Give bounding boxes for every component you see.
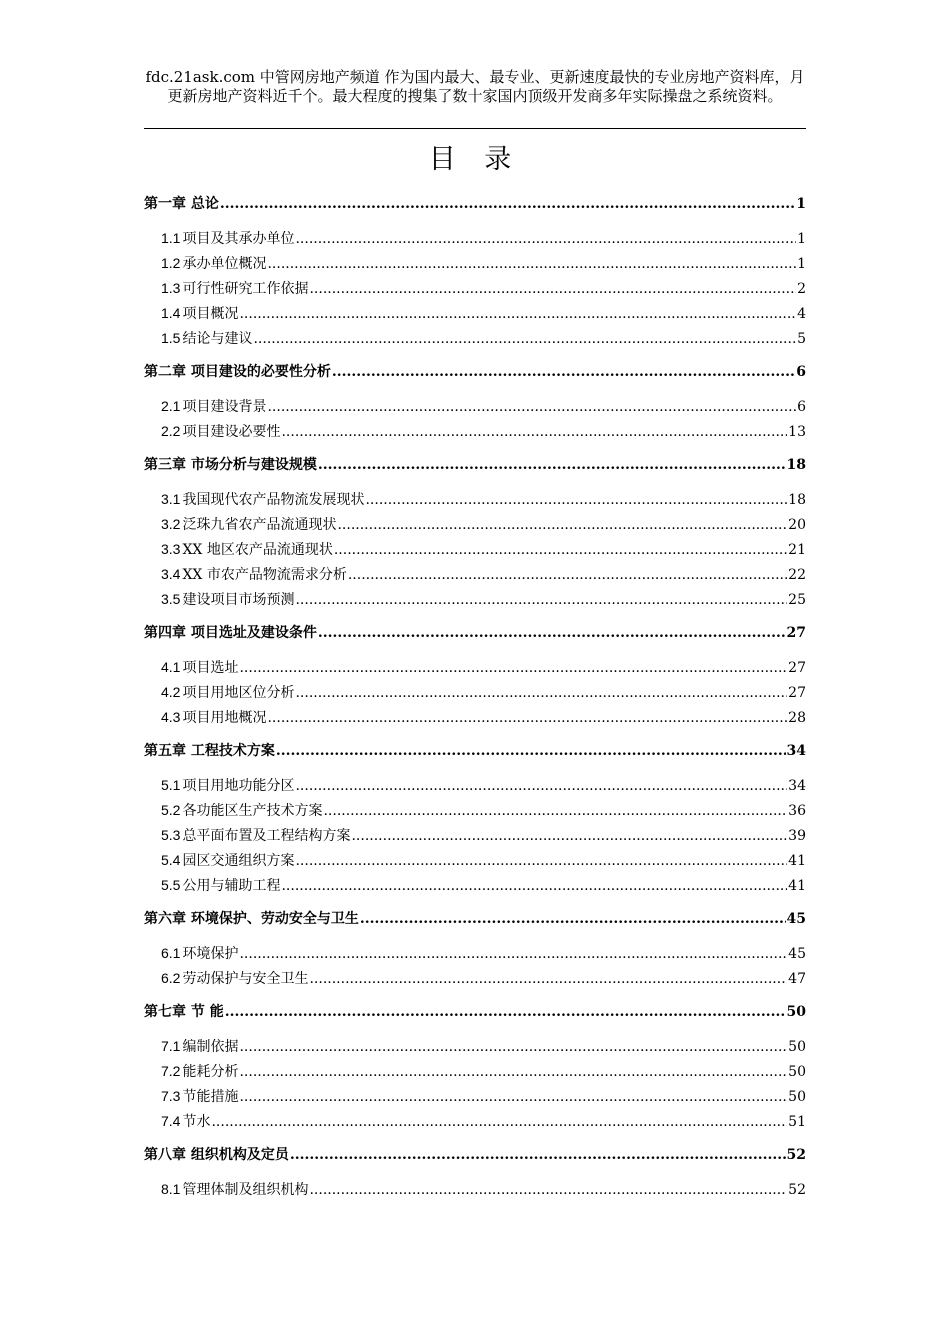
toc-section-entry[interactable] xyxy=(144,394,806,419)
toc-section-title: 泛珠九省农产品流通现状 xyxy=(182,517,337,533)
toc-page-number: 50 xyxy=(788,1089,806,1105)
toc-leader-dots xyxy=(351,824,787,849)
toc-section-number: 5.1 xyxy=(161,777,181,793)
toc-page-number: 34 xyxy=(786,743,806,759)
toc-page-number: 45 xyxy=(788,946,806,962)
toc-section-title: 项目建设背景 xyxy=(182,399,267,415)
header-text: fdc.21ask.com 中管网房地产频道 作为国内最大、最专业、更新速度最快的专业房地产资料库，月更新房地产资料近千个。最大程度的搜集了数十家国内顶级开发商多年实际操盘之系统资料。 xyxy=(145,68,805,105)
toc-page-number: 36 xyxy=(788,803,806,819)
toc-leader-dots xyxy=(267,252,796,277)
toc-section-title: 编制依据 xyxy=(182,1039,239,1055)
toc-section-number: 3.5 xyxy=(161,591,181,607)
toc-leader-dots xyxy=(348,563,787,588)
toc-chapter-entry[interactable] xyxy=(144,360,806,385)
toc-leader-dots xyxy=(276,739,786,764)
toc-section-title: 承办单位概况 xyxy=(182,256,267,272)
toc-page-number: 51 xyxy=(788,1114,806,1130)
table-of-contents xyxy=(144,190,806,1202)
toc-section-list xyxy=(144,655,806,730)
toc-section-title: XX 市农产品物流需求分析 xyxy=(182,567,347,583)
toc-chapter-title: 第三章 市场分析与建设规模 xyxy=(144,457,317,473)
toc-chapter-entry[interactable] xyxy=(144,907,806,932)
toc-section-entry[interactable] xyxy=(144,848,806,873)
toc-leader-dots xyxy=(281,420,787,445)
toc-page-number: 41 xyxy=(788,878,806,894)
toc-chapter-entry[interactable] xyxy=(144,739,806,764)
toc-leader-dots xyxy=(239,1060,787,1085)
toc-page-number: 1 xyxy=(797,256,806,272)
toc-section-number: 7.1 xyxy=(161,1038,181,1054)
toc-leader-dots xyxy=(323,799,787,824)
toc-section-number: 1.1 xyxy=(161,230,181,246)
toc-section-number: 3.2 xyxy=(161,516,181,532)
toc-section-entry[interactable] xyxy=(144,798,806,823)
toc-section-title: 项目用地概况 xyxy=(182,710,267,726)
toc-chapter-entry[interactable] xyxy=(144,453,806,478)
toc-section-number: 1.2 xyxy=(161,255,181,271)
toc-section-title: 我国现代农产品物流发展现状 xyxy=(182,492,365,508)
toc-section-list xyxy=(144,1034,806,1134)
toc-leader-dots xyxy=(220,192,795,217)
toc-page-number: 39 xyxy=(788,828,806,844)
toc-leader-dots xyxy=(365,488,787,513)
toc-leader-dots xyxy=(295,849,787,874)
toc-leader-dots xyxy=(334,538,787,563)
toc-chapter-title: 第四章 项目选址及建设条件 xyxy=(144,625,317,641)
toc-section-title: 各功能区生产技术方案 xyxy=(182,803,323,819)
toc-section-number: 5.5 xyxy=(161,877,181,893)
toc-section-title: 环境保护 xyxy=(182,946,239,962)
toc-section-entry[interactable] xyxy=(144,1177,806,1202)
toc-section-number: 4.3 xyxy=(161,709,181,725)
toc-page-number: 4 xyxy=(797,306,806,322)
toc-section-entry[interactable] xyxy=(144,1059,806,1084)
toc-page-number: 45 xyxy=(786,911,806,927)
toc-page-number: 25 xyxy=(788,592,806,608)
toc-leader-dots xyxy=(295,774,787,799)
toc-section-title: 结论与建议 xyxy=(182,331,253,347)
toc-leader-dots xyxy=(281,874,787,899)
toc-leader-dots xyxy=(337,513,787,538)
toc-chapter-entry[interactable] xyxy=(144,1000,806,1025)
toc-page-number: 2 xyxy=(797,281,806,297)
page-header xyxy=(144,68,806,106)
toc-section-number: 2.1 xyxy=(161,398,181,414)
toc-section-entry[interactable] xyxy=(144,773,806,798)
toc-section-list xyxy=(144,1177,806,1202)
toc-section-number: 1.3 xyxy=(161,280,181,296)
toc-section-list xyxy=(144,773,806,898)
toc-section-entry[interactable] xyxy=(144,562,806,587)
toc-section-number: 7.4 xyxy=(161,1113,181,1129)
toc-section-title: 管理体制及组织机构 xyxy=(182,1182,309,1198)
toc-page-number: 20 xyxy=(788,517,806,533)
toc-section-entry[interactable] xyxy=(144,251,806,276)
toc-leader-dots xyxy=(295,227,796,252)
toc-chapter-entry[interactable] xyxy=(144,621,806,646)
toc-section-number: 5.4 xyxy=(161,852,181,868)
toc-section-number: 3.3 xyxy=(161,541,181,557)
toc-section-title: 项目建设必要性 xyxy=(182,424,281,440)
toc-leader-dots xyxy=(295,681,787,706)
toc-section-title: 公用与辅助工程 xyxy=(182,878,281,894)
toc-section-entry[interactable] xyxy=(144,680,806,705)
toc-section-entry[interactable] xyxy=(144,301,806,326)
toc-chapter-title: 第八章 组织机构及定员 xyxy=(144,1147,289,1163)
toc-page-number: 52 xyxy=(788,1182,806,1198)
toc-section-number: 4.1 xyxy=(161,659,181,675)
toc-leader-dots xyxy=(211,1110,787,1135)
toc-page-number: 47 xyxy=(788,971,806,987)
toc-leader-dots xyxy=(309,277,796,302)
toc-page-number: 52 xyxy=(786,1147,806,1163)
toc-leader-dots xyxy=(360,907,786,932)
toc-section-number: 6.1 xyxy=(161,945,181,961)
toc-page-number: 28 xyxy=(788,710,806,726)
toc-section-entry[interactable] xyxy=(144,487,806,512)
toc-page-number: 50 xyxy=(786,1004,806,1020)
toc-section-entry[interactable] xyxy=(144,1084,806,1109)
toc-section-list xyxy=(144,226,806,351)
toc-leader-dots xyxy=(239,1035,787,1060)
toc-leader-dots xyxy=(239,302,796,327)
toc-section-list xyxy=(144,941,806,991)
toc-leader-dots xyxy=(239,656,787,681)
toc-section-entry[interactable] xyxy=(144,587,806,612)
toc-chapter-title: 第五章 工程技术方案 xyxy=(144,743,275,759)
toc-section-title: 项目选址 xyxy=(182,660,239,676)
toc-section-number: 2.2 xyxy=(161,423,181,439)
toc-page-number: 22 xyxy=(788,567,806,583)
toc-section-title: 总平面布置及工程结构方案 xyxy=(182,828,351,844)
toc-section-entry[interactable] xyxy=(144,966,806,991)
toc-leader-dots xyxy=(290,1143,786,1168)
toc-section-number: 7.3 xyxy=(161,1088,181,1104)
toc-section-entry[interactable] xyxy=(144,655,806,680)
toc-section-number: 4.2 xyxy=(161,684,181,700)
toc-chapter-title: 第一章 总论 xyxy=(144,196,219,212)
toc-leader-dots xyxy=(332,360,795,385)
toc-section-title: 可行性研究工作依据 xyxy=(182,281,309,297)
toc-section-title: 建设项目市场预测 xyxy=(182,592,295,608)
toc-page-number: 1 xyxy=(796,196,806,212)
toc-section-number: 6.2 xyxy=(161,970,181,986)
toc-page-number: 18 xyxy=(788,492,806,508)
toc-section-number: 7.2 xyxy=(161,1063,181,1079)
toc-leader-dots xyxy=(318,621,786,646)
toc-page-number: 5 xyxy=(797,331,806,347)
toc-page-number: 27 xyxy=(788,685,806,701)
toc-leader-dots xyxy=(267,395,796,420)
toc-section-entry[interactable] xyxy=(144,326,806,351)
toc-section-number: 3.4 xyxy=(161,566,181,582)
toc-chapter-entry[interactable] xyxy=(144,1143,806,1168)
header-divider xyxy=(144,128,806,129)
toc-section-entry[interactable] xyxy=(144,419,806,444)
toc-section-title: 项目概况 xyxy=(182,306,239,322)
toc-leader-dots xyxy=(267,706,787,731)
toc-section-list xyxy=(144,487,806,612)
toc-leader-dots xyxy=(295,588,787,613)
toc-section-title: 项目用地功能分区 xyxy=(182,778,295,794)
toc-section-title: 节水 xyxy=(182,1114,211,1130)
toc-section-entry[interactable] xyxy=(144,941,806,966)
toc-section-number: 5.2 xyxy=(161,802,181,818)
toc-section-number: 8.1 xyxy=(161,1181,181,1197)
toc-section-entry[interactable] xyxy=(144,705,806,730)
toc-section-title: 园区交通组织方案 xyxy=(182,853,295,869)
toc-section-entry[interactable] xyxy=(144,537,806,562)
toc-page-number: 1 xyxy=(797,231,806,247)
toc-chapter-title: 第六章 环境保护、劳动安全与卫生 xyxy=(144,911,359,927)
toc-leader-dots xyxy=(239,1085,787,1110)
toc-page-number: 21 xyxy=(788,542,806,558)
toc-section-entry[interactable] xyxy=(144,1034,806,1059)
toc-page-number: 41 xyxy=(788,853,806,869)
toc-chapter-title: 第二章 项目建设的必要性分析 xyxy=(144,364,331,380)
toc-section-title: 劳动保护与安全卫生 xyxy=(182,971,309,987)
toc-section-entry[interactable] xyxy=(144,512,806,537)
toc-leader-dots xyxy=(318,453,786,478)
page-title: 目 录 xyxy=(428,144,522,175)
toc-section-entry[interactable] xyxy=(144,226,806,251)
toc-page-number: 6 xyxy=(797,399,806,415)
toc-section-entry[interactable] xyxy=(144,276,806,301)
toc-section-entry[interactable] xyxy=(144,823,806,848)
toc-leader-dots xyxy=(253,327,796,352)
toc-section-number: 1.4 xyxy=(161,305,181,321)
toc-page-number: 6 xyxy=(796,364,806,380)
toc-page-number: 34 xyxy=(788,778,806,794)
toc-leader-dots xyxy=(309,1178,787,1203)
toc-section-number: 1.5 xyxy=(161,330,181,346)
toc-section-entry[interactable] xyxy=(144,1109,806,1134)
toc-section-title: 能耗分析 xyxy=(182,1064,239,1080)
toc-page-number: 27 xyxy=(786,625,806,641)
toc-section-number: 3.1 xyxy=(161,491,181,507)
toc-chapter-entry[interactable] xyxy=(144,192,806,217)
toc-section-title: 节能措施 xyxy=(182,1089,239,1105)
toc-section-title: XX 地区农产品流通现状 xyxy=(182,542,333,558)
toc-page-number: 13 xyxy=(788,424,806,440)
toc-leader-dots xyxy=(309,967,787,992)
toc-section-number: 5.3 xyxy=(161,827,181,843)
toc-page-number: 18 xyxy=(786,457,806,473)
toc-leader-dots xyxy=(239,942,787,967)
toc-leader-dots xyxy=(225,1000,786,1025)
toc-page-number: 27 xyxy=(788,660,806,676)
toc-chapter-title: 第七章 节 能 xyxy=(144,1004,224,1020)
toc-section-list xyxy=(144,394,806,444)
toc-page-number: 50 xyxy=(788,1039,806,1055)
toc-page-number: 50 xyxy=(788,1064,806,1080)
toc-section-title: 项目用地区位分析 xyxy=(182,685,295,701)
toc-section-entry[interactable] xyxy=(144,873,806,898)
toc-section-title: 项目及其承办单位 xyxy=(182,231,295,247)
